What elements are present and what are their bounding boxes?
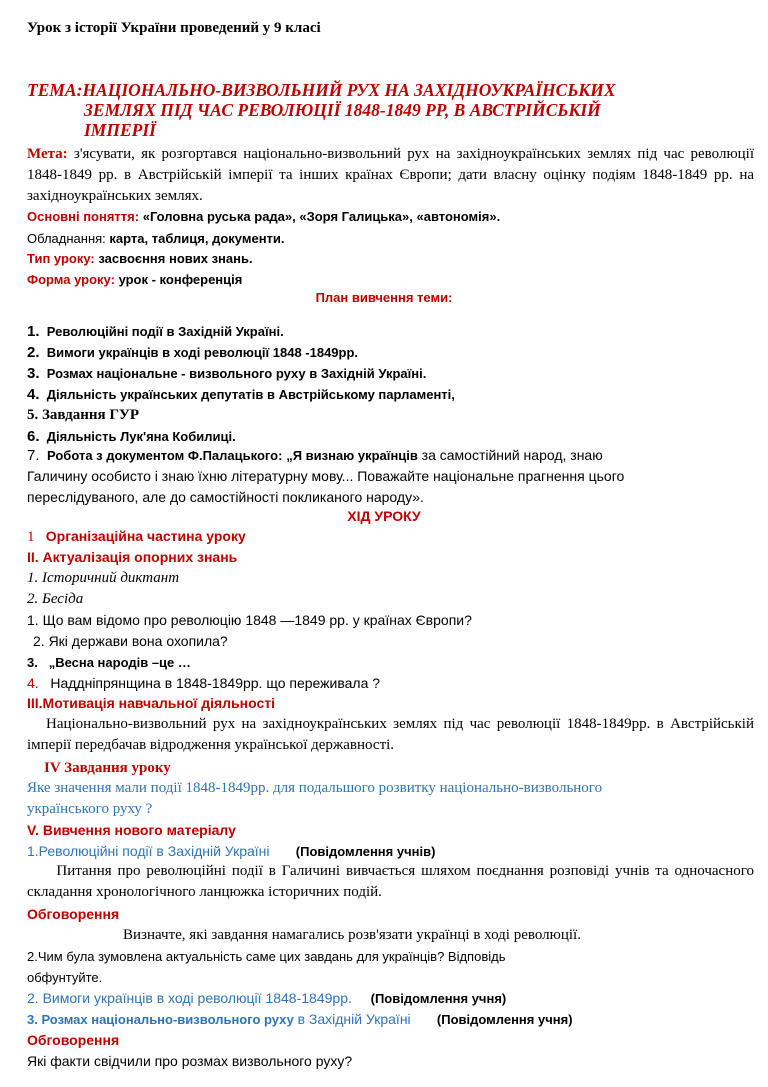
equipment-line [27, 229, 285, 248]
motivation-line-2: 1848-1849рр. в Австрійській імперії передбачав відродження української державності. [27, 716, 754, 753]
subtopic-2: 2. Вимоги українців в ході революції 1848-1849рр. (Повідомлення учня) [27, 990, 507, 1006]
question: 4. Наддніпрянщина в 1848-1849рр. що переживала ? [27, 675, 381, 691]
equipment-label: Обладнання: [27, 231, 106, 246]
goal-label: Мета: [27, 146, 68, 162]
plan-7-quote-line-3: переслідуваного, але до самостійності покликаного народу». [27, 489, 424, 505]
question: 2. Які держави вона охопила? [33, 633, 228, 649]
goal-paragraph [27, 144, 754, 207]
plan-item: 2. Вимоги українців в ході революції 1848 -1849рр. [27, 344, 359, 361]
plan-item: 3. Розмах національне - визвольного руху в Західній Україні. [27, 365, 427, 382]
equipment-value: карта, таблиця, документи. [109, 231, 285, 246]
plan-item: 4. Діяльність українських депутатів в Австрійському парламенті, [27, 386, 455, 403]
lesson-form-value: урок - конференція [118, 272, 243, 287]
task-line-2: українського руху ? [27, 801, 153, 817]
stage-2-item: 2. Бесіда [27, 591, 84, 607]
plan-item: 1. Революційні події в Західній Україні. [27, 323, 284, 340]
discussion-label: Обговорення [27, 906, 120, 922]
discussion-question-1: Визначте, які завдання намагались розв'язати українці в ході революції. [123, 927, 581, 943]
motivation-line-1: Національно-визвольний рух на західноукраїнських землях під час революції [45, 716, 561, 732]
subtopic-1-line-1: Питання про революційні події в Галичині вивчається шляхом поєднання розповіді учнів [56, 863, 650, 879]
concepts-label: Основні поняття: [27, 209, 140, 224]
lesson-type-line [27, 249, 253, 268]
plan-7-quote-line-2: Галичину особисто і знаю їхню літературну мову... Поважайте національне прагнення цього [27, 468, 625, 484]
topic-line-1 [27, 80, 616, 100]
topic-text-1: НАЦІОНАЛЬНО-ВИЗВОЛЬНИЙ РУХ НА ЗАХІДНОУКРАЇНСЬКИХ [82, 80, 616, 100]
concepts-value: «Головна руська рада», «Зоря Галицька», «автономія». [142, 209, 501, 224]
plan-item: 6. Діяльність Лук'яна Кобилиці. [27, 428, 236, 445]
motivation-paragraph [27, 714, 754, 756]
plan-item: 5. Завдання ГУР [27, 407, 140, 423]
stage-4-heading: IV Завдання уроку [44, 760, 171, 776]
question: 3. „Весна народів –це … [27, 655, 191, 670]
subtopic-1-line-2: та одночасного складання хронологічного ланцюжка історичних подій. [27, 863, 755, 900]
course-title: ХІД УРОКУ [347, 508, 421, 524]
goal-line-1: з'ясувати, як розгортався національно-визвольний рух на західноукраїнських [73, 146, 581, 162]
stage-2-heading: II. Актуалізація опорних знань [27, 549, 238, 565]
stage-1: 1 Організаційна частина уроку [27, 528, 246, 545]
discussion-question-2-line-2: обфунтуйте. [27, 970, 103, 985]
plan-item: 7. Робота з документом Ф.Палацького: „Я визнаю українців за самостійний народ, знаю [27, 447, 603, 464]
topic-text-2: ЗЕМЛЯХ ПІД ЧАС РЕВОЛЮЦІЇ 1848-1849 РР, В АВСТРІЙСЬКІЙ [84, 100, 601, 120]
subtopic-1-paragraph [27, 861, 754, 903]
question: 1. Що вам відомо про революцію 1848 —1849 рр. у країнах Європи? [27, 612, 472, 628]
lesson-form-line [27, 270, 242, 289]
topic-label: ТЕМА: [27, 80, 83, 100]
lesson-header: Урок з історії України проведений у 9 класі [27, 20, 321, 36]
goal-line-3: власну оцінку подіям 1848-1849 рр. на західноукраїнських землях. [27, 167, 755, 204]
concepts-line [27, 207, 500, 226]
discussion-label-2: Обговорення [27, 1032, 120, 1048]
lesson-type-value: засвоєння нових знань. [98, 251, 253, 266]
stage-5-heading: V. Вивчення нового матеріалу [27, 822, 236, 838]
lesson-form-label: Форма уроку: [27, 272, 115, 287]
task-line-1: Яке значення мали події 1848-1849рр. для подальшого розвитку національно-визвольного [27, 780, 603, 796]
subtopic-3: 3. Розмах національно-визвольного руху в Західній Україні (Повідомлення учня) [27, 1011, 573, 1027]
subtopic-1: 1.Революційні події в Західній Україні (Повідомлення учнів) [27, 843, 436, 859]
lesson-type-label: Тип уроку: [27, 251, 95, 266]
stage-2-item: 1. Історичний диктант [27, 570, 180, 586]
stage-3-heading: III.Мотивація навчальної діяльності [27, 695, 276, 711]
topic-text-3: ІМПЕРІЇ [84, 120, 156, 140]
plan-title: План вивчення теми: [315, 290, 453, 305]
last-question: Які факти свідчили про розмах визвольного руху? [27, 1053, 353, 1069]
goal-line-2: землях під час революції 1848-1849 рр. в Австрійській імперії та інших країнах Європи; дати [27, 146, 755, 183]
discussion-question-2-line-1: 2.Чим була зумовлена актуальність саме цих завдань для українців? Відповідь [27, 949, 506, 964]
